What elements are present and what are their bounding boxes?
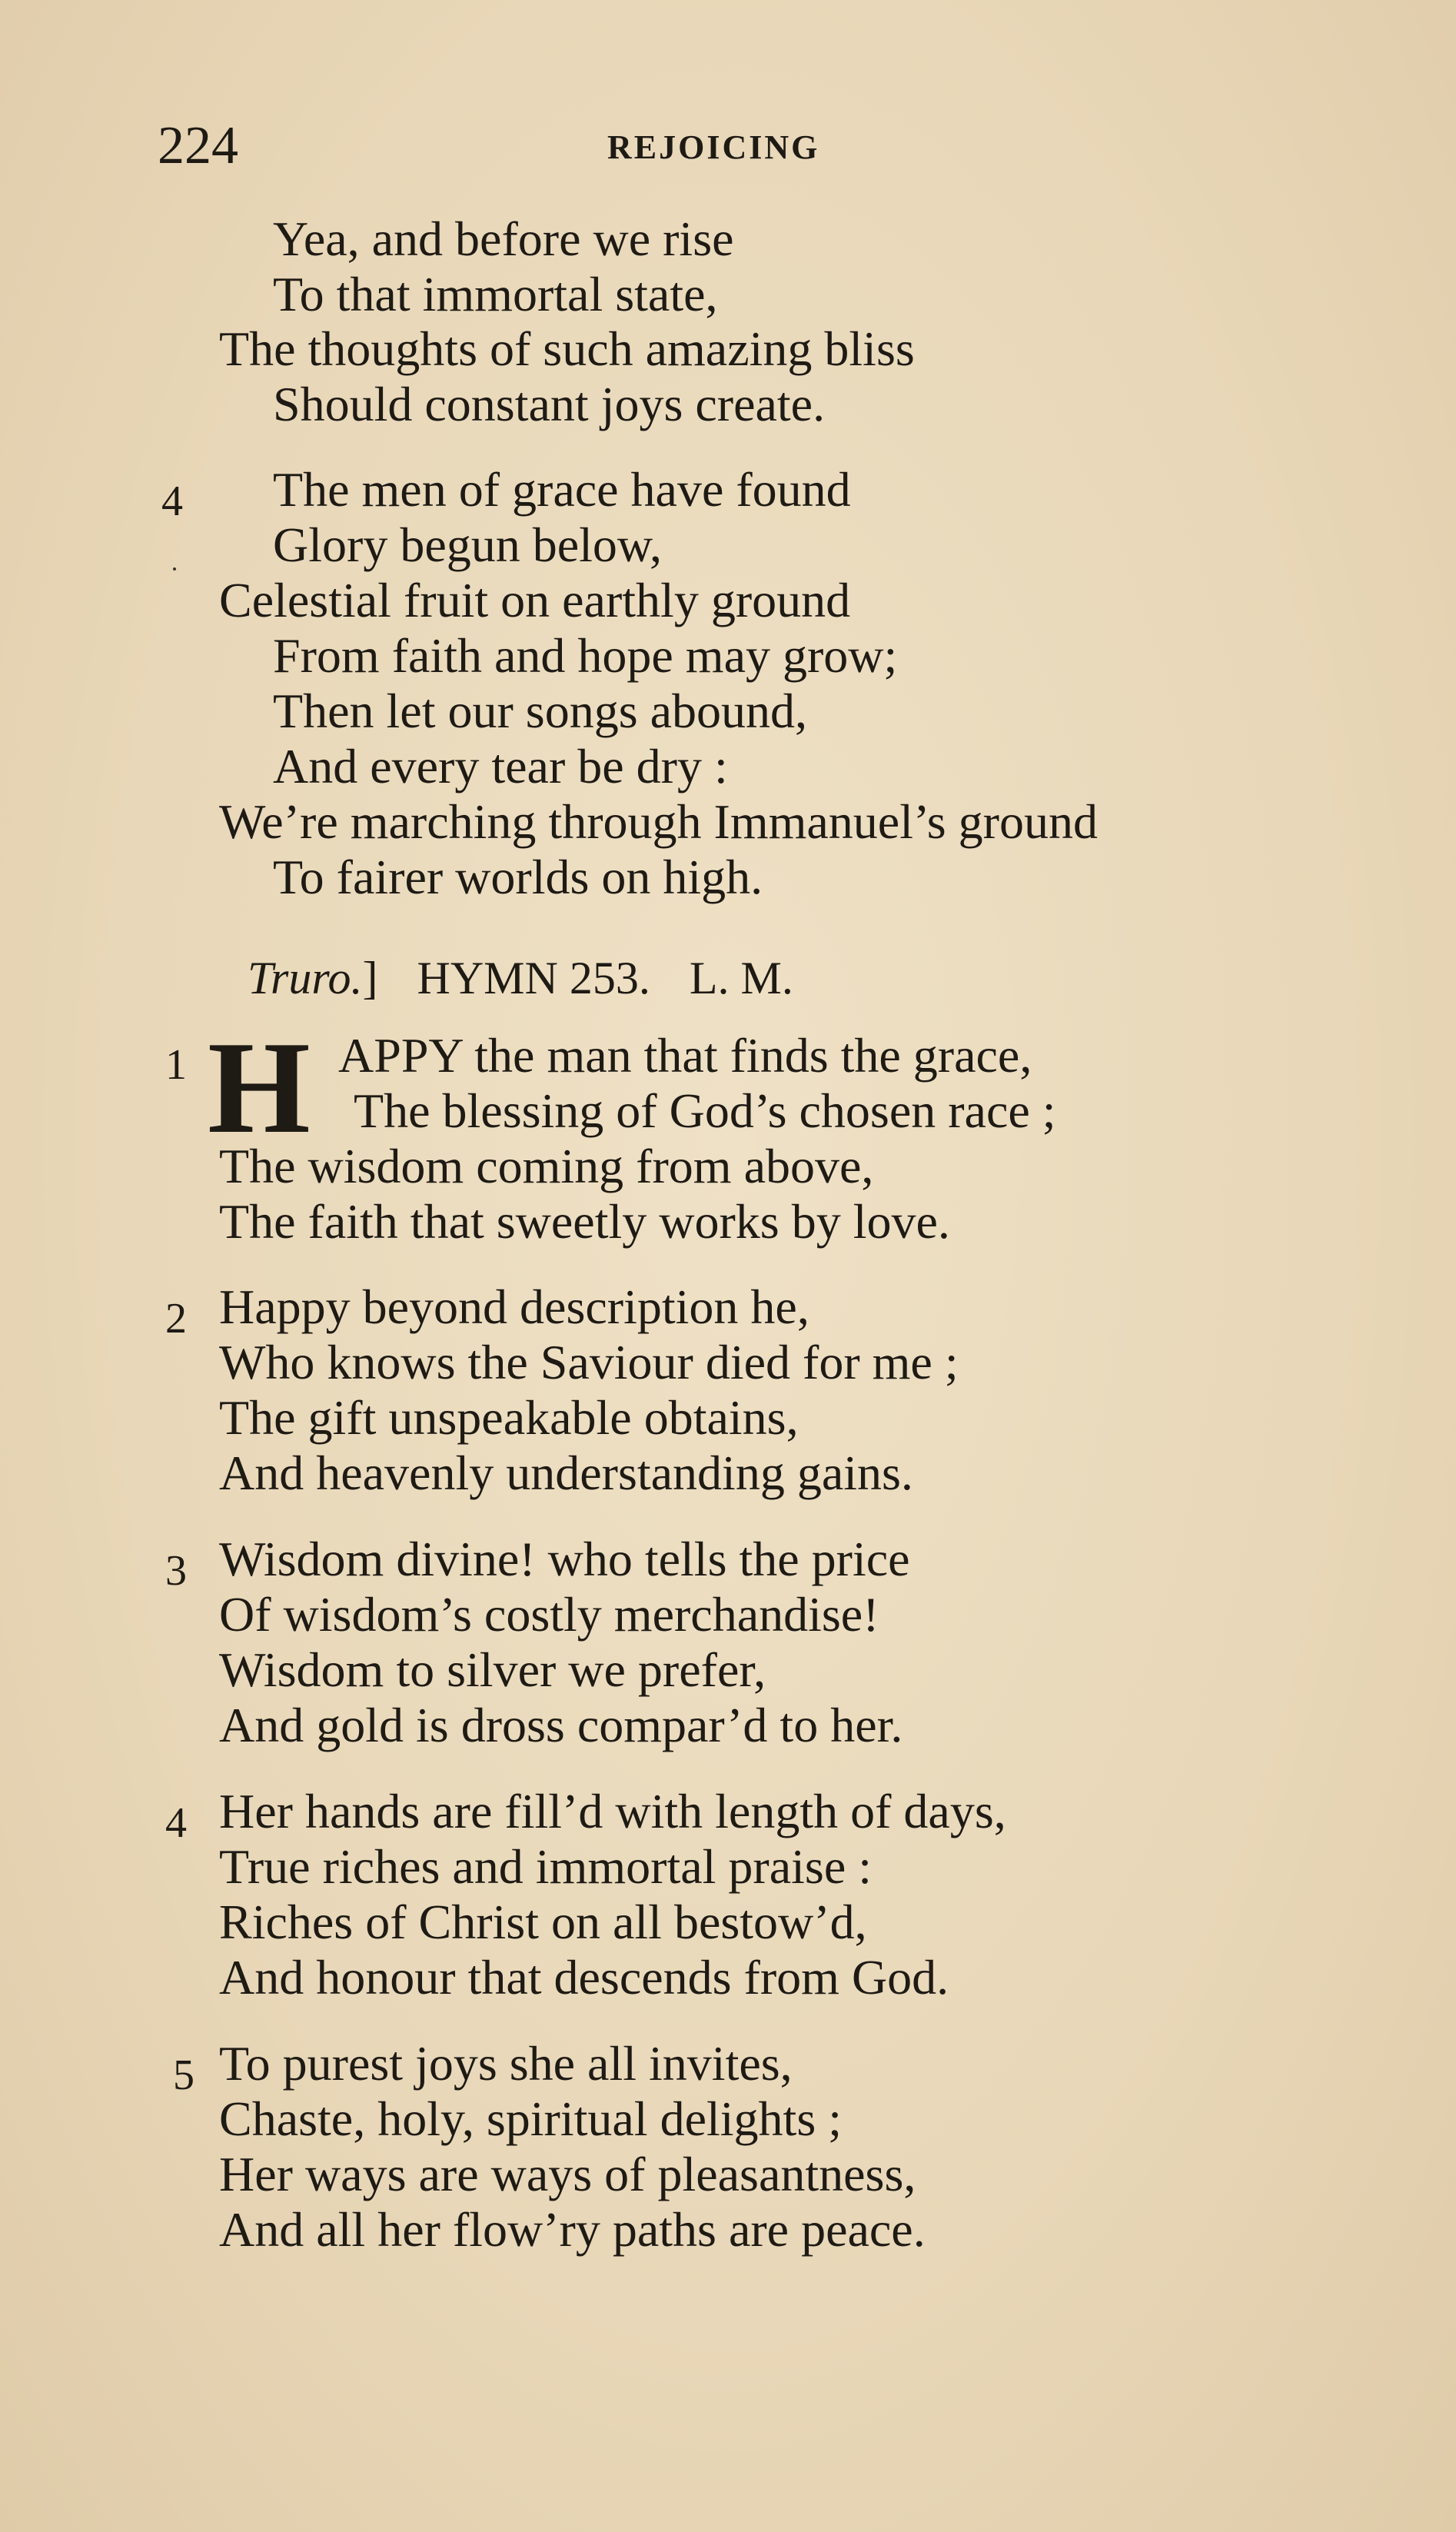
hymn-heading <box>248 952 793 1005</box>
bracket: ] <box>362 953 378 1003</box>
stanza-number: 5 <box>173 2051 194 2099</box>
verse-line: Then let our songs abound, <box>273 684 807 738</box>
verse-line: Happy beyond description he, <box>219 1279 809 1334</box>
stanza-number: 4 <box>161 477 183 525</box>
stanza-number: 4 <box>165 1799 187 1847</box>
verse-line: Chaste, holy, spiritual delights ; <box>219 2091 842 2146</box>
verse-line: Who knows the Saviour died for me ; <box>219 1335 959 1389</box>
verse-line: Yea, and before we rise <box>273 211 734 266</box>
verse-line: The men of grace have found <box>273 462 851 517</box>
stanza-number: 3 <box>165 1547 187 1595</box>
verse-line: Wisdom to silver we prefer, <box>219 1642 766 1697</box>
ink-speck <box>173 567 176 571</box>
page-number: 224 <box>158 116 238 175</box>
verse-line: Of wisdom’s costly merchandise! <box>219 1587 879 1642</box>
verse-line: To fairer worlds on high. <box>273 850 763 904</box>
verse-line: We’re marching through Immanuel’s ground <box>219 794 1098 849</box>
tune-name: Truro. <box>248 953 363 1003</box>
running-head: REJOICING <box>607 128 820 166</box>
hymn-meter: L. M. <box>689 953 793 1003</box>
verse-line: And heavenly understanding gains. <box>219 1446 913 1500</box>
verse-line: The blessing of God’s chosen race ; <box>354 1083 1056 1138</box>
verse-line: Her hands are fill’d with length of days, <box>219 1784 1006 1838</box>
verse-line: To purest joys she all invites, <box>219 2036 793 2091</box>
hymn-title: HYMN 253. <box>417 953 650 1003</box>
verse-line: The thoughts of such amazing bliss <box>219 321 915 376</box>
verse-line: And gold is dross compar’d to her. <box>219 1698 903 1752</box>
stanza-number: 2 <box>165 1295 187 1343</box>
verse-line: The faith that sweetly works by love. <box>219 1194 950 1249</box>
verse-line: Celestial fruit on earthly ground <box>219 573 851 627</box>
verse-line: Glory begun below, <box>273 517 662 572</box>
verse-line: The wisdom coming from above, <box>219 1139 874 1193</box>
verse-line: APPY the man that finds the grace, <box>338 1028 1032 1083</box>
stanza-number: 1 <box>165 1041 187 1089</box>
verse-line: And all her flow’ry paths are peace. <box>219 2202 926 2257</box>
verse-line: Should constant joys create. <box>273 377 826 431</box>
drop-cap: H <box>208 1015 311 1161</box>
verse-line: Riches of Christ on all bestow’d, <box>219 1895 867 1949</box>
verse-line: From faith and hope may grow; <box>273 628 898 683</box>
verse-line: Wisdom divine! who tells the price <box>219 1532 910 1586</box>
verse-line: And honour that descends from God. <box>219 1950 949 2005</box>
verse-line: To that immortal state, <box>273 267 718 321</box>
verse-line: Her ways are ways of pleasantness, <box>219 2147 916 2201</box>
verse-line: True riches and immortal praise : <box>219 1839 872 1894</box>
verse-line: The gift unspeakable obtains, <box>219 1390 799 1445</box>
verse-line: And every tear be dry : <box>273 739 728 794</box>
